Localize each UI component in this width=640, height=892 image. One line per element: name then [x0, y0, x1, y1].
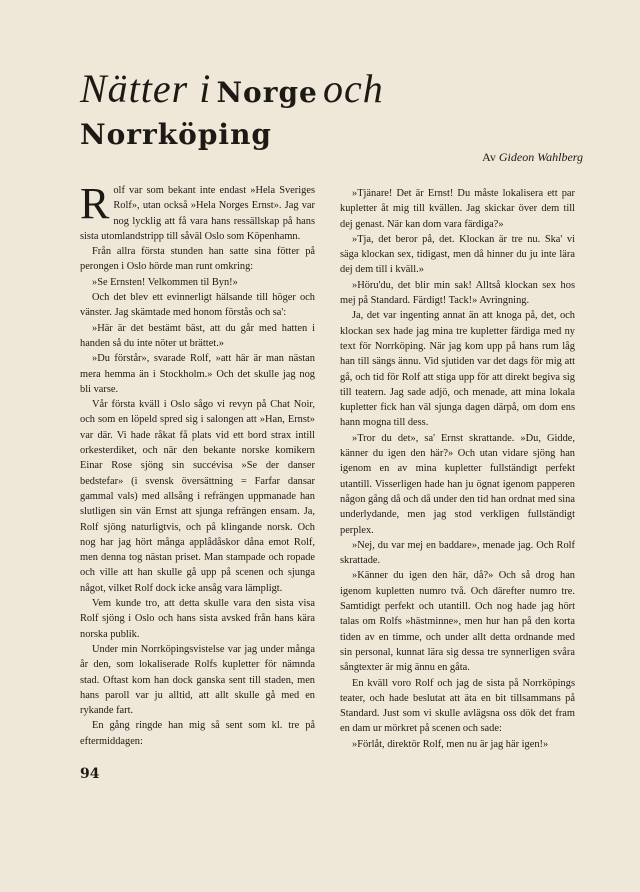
paragraph: Under min Norrköpingsvistelse var jag under många år den, som lokaliserade Rolfs kupletter för nämnda stad. Oftast kom han dock ganska sent till staden, men hans paroll var ju alltid, att allt skulle gå med en rykande fart. [80, 643, 315, 717]
title-part-3: och [322, 66, 384, 111]
paragraph: En kväll voro Rolf och jag de sista på Norrköpings teater, och hade beslutat att äta en bit tillsammans på Standard. Just som vi skulle avlägsna oss dök det fram en dam ur mörkret på scenen och sade: [340, 677, 575, 735]
paragraph: Vår första kväll i Oslo sågo vi revyn på Chat Noir, och som en löpeld spred sig i salongen att »Han, Ernst» var där. Vi hade råkat få plats vid ett bord strax intill orkesterdiket, och när den bekante norske komikern Einar Rose sjöng sin succévisa »Se der danser bedstefar» (i svensk översättning = Farfar dansar gammal vals) med allsång i refrängen uppmanade han slutligen sin vän Ernst att sjunga refrängen ensam. Ja, Rolf sjöng naturligtvis, och på klingande norsk. Och nog har jag hört många applådåskor dåna emot Rolf, men denna tog nästan priset. Man stampade och ropade och ville att han skulle gå upp på scenen och sjunga något, vilket Rolf dock icke ansåg vara lämpligt. [80, 399, 315, 594]
paragraph: En gång ringde han mig så sent som kl. tre på eftermiddagen: [80, 720, 315, 747]
paragraph: »Höru'du, det blir min sak! Alltså klockan sex hos mej på Standard. Färdigt! Tack!» Avringning. [340, 279, 575, 307]
title-part-4: Norrköping [80, 118, 272, 151]
paragraph: »Se Ernsten! Velkommen til Byn!» [92, 276, 238, 288]
paragraph: Ja, det var ingenting annat än att knoga på, det, och klockan sex hade jag mina tre kupletter färdiga med ny text för Norrköping. När jag kom upp på hans rum låg han till sängs ännu. Vid sjutiden var det dags för mig att gå, och tid för Rolf att stiga upp för att direkt begiva sig till teatern. Jag sade adjö, och menade, att mina lokala kupletter fick han väl sjunga dagen därpå, om dom ens hann mogna till dess. [340, 310, 575, 429]
article-title [80, 66, 560, 158]
left-column [80, 179, 315, 749]
paragraph: »Du förstår», svarade Rolf, »att här är man nästan mera hemma än i Stockholm.» Och det skulle jag nog bli varse. [80, 353, 315, 395]
byline [482, 150, 583, 165]
byline-author: Gideon Wahlberg [498, 150, 583, 164]
title-part-2: Norge [216, 76, 318, 109]
paragraph [80, 179, 315, 244]
paragraph: »Tror du det», sa' Ernst skrattande. »Du, Gidde, känner du igen den här?» Och utan vidare sjöng han igenom en av mina kupletter fullständigt perfekt utantill. Visserligen hade han ju ögnat igenom papperen någon gång då och då under den tid han ordnat med sina underlydande, men jag stod verkligen fullständigt perplex. [340, 432, 575, 536]
paragraph: Vem kunde tro, att detta skulle vara den sista visa Rolf sjöng i Oslo och hans sista avsked från hans kära norska publik. [80, 598, 315, 640]
paragraph: »Tja, det beror på, det. Klockan är tre nu. Ska' vi säga klockan sex, tidigast, men då hinner du ju inte lära dej dem till i kväll.» [340, 233, 575, 276]
right-column [340, 186, 575, 752]
paragraph: »Här är det bestämt bäst, att du går med hatten i handen så du inte nöter ut brättet.» [80, 322, 315, 349]
paragraph-text: olf var som bekant inte endast »Hela Sveriges Rolf», utan också »Hela Norges Ernst». Jag var nog lycklig att få vara hans ressällskap på hans sista utomlandstripp till såväl Oslo som Köpenhamn. [80, 185, 315, 242]
paragraph: »Känner du igen den här, då?» Och så drog han igenom kupletten numro två. Och därefter numro tre. Samtidigt perfekt och utantill. Och nog hade jag hört talas om Rolfs »hästminne», men hur han på den korta tiden av en timme, och under allt detta ordnande med sin personal, kunnat lära sig dessa tre synnerligen svåra sångtexter är mig ännu en gåta. [340, 570, 575, 674]
drop-cap: R [80, 179, 110, 228]
paragraph: Från allra första stunden han satte sina fötter på perongen i Oslo hörde man runt omkring: [80, 246, 315, 273]
page-number: 94 [80, 766, 100, 782]
paragraph: »Förlåt, direktör Rolf, men nu är jag här igen!» [352, 738, 549, 750]
byline-prefix: Av [482, 150, 496, 164]
title-part-1: Nätter i [80, 66, 212, 111]
paragraph: Och det blev ett evinnerligt hälsande till höger och vänster. Jag skämtade med honom förstås och sa': [80, 292, 315, 319]
paragraph: »Tjänare! Det är Ernst! Du måste lokalisera ett par kupletter åt mig till kvällen. Jag skickar över dem till dej genast. När kan dom vara färdiga?» [340, 188, 575, 230]
paragraph: »Nej, du var mej en baddare», menade jag. Och Rolf skrattade. [340, 539, 575, 567]
